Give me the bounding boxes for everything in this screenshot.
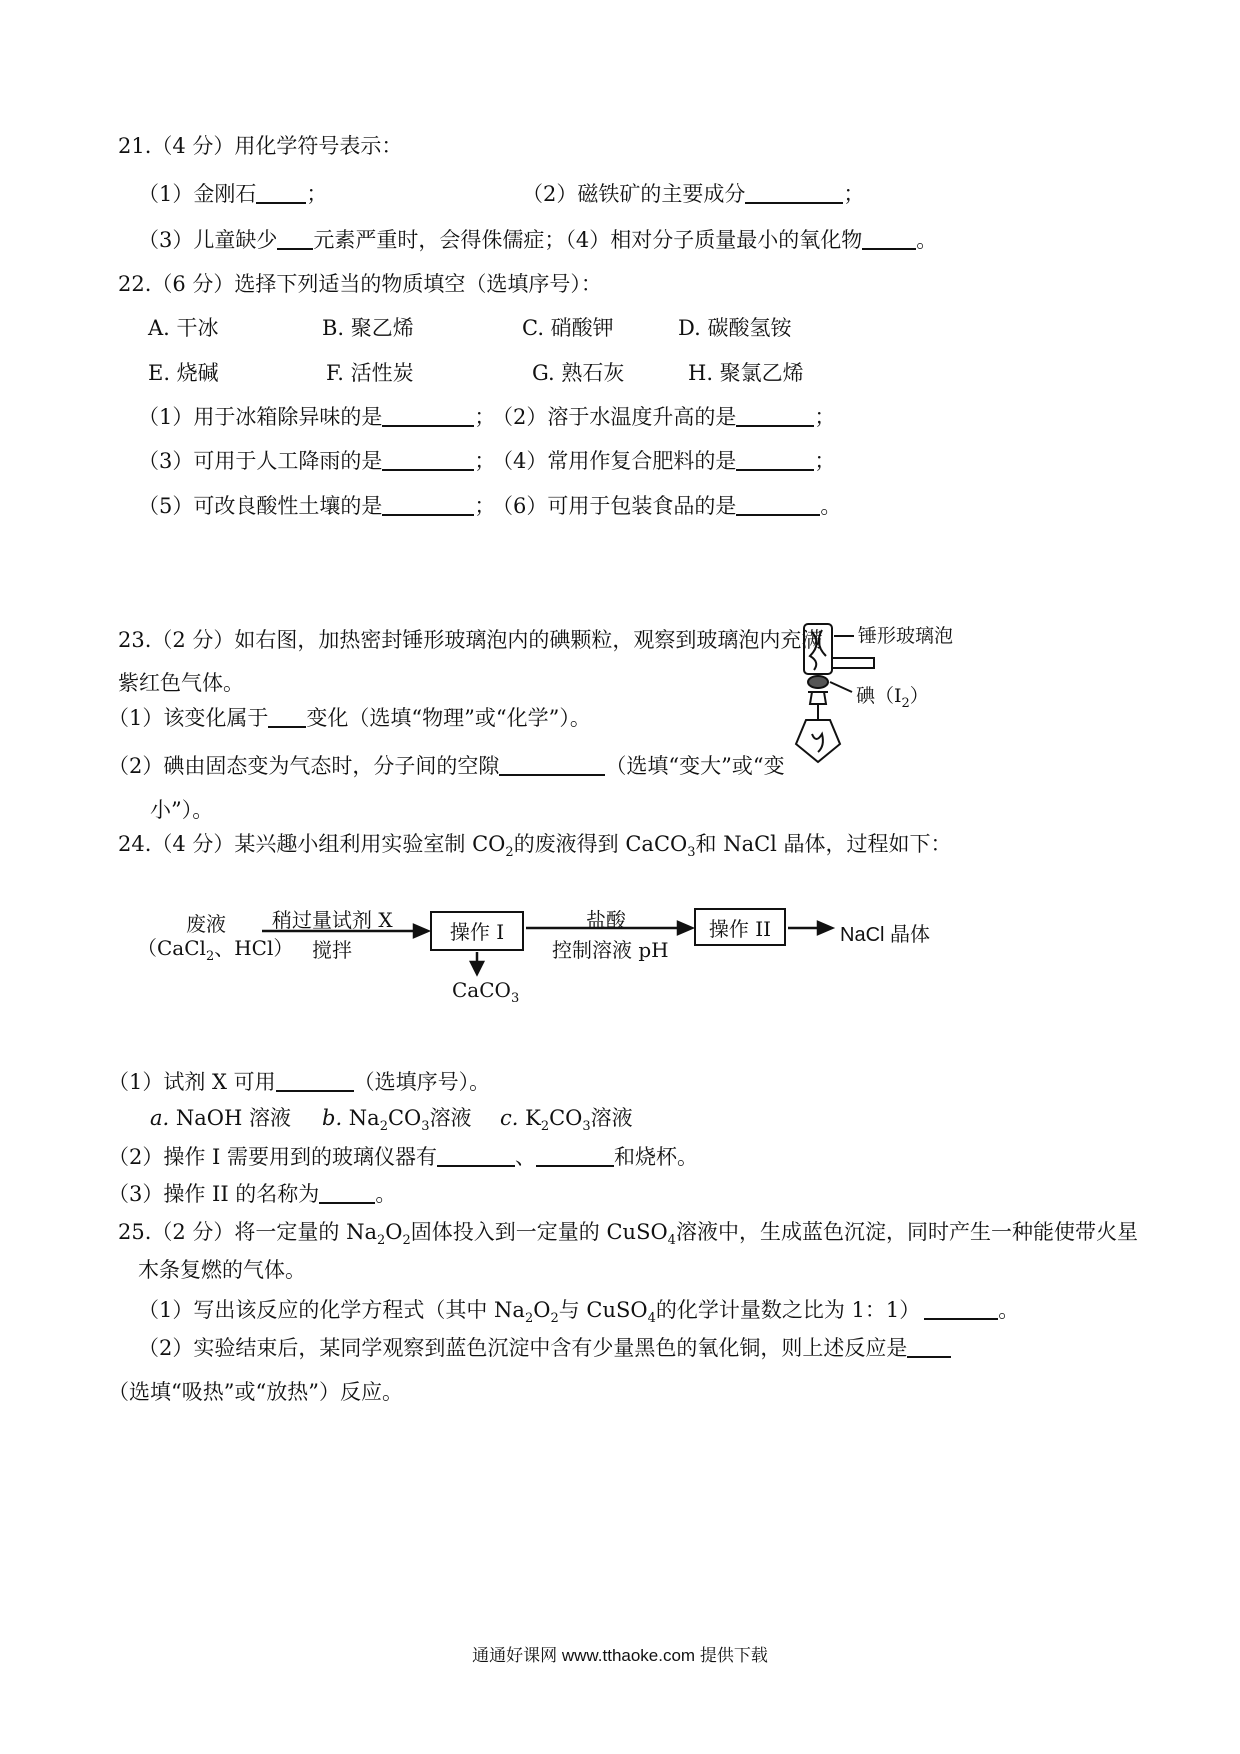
q22-title: 22.（6 分）选择下列适当的物质填空（选填序号）： bbox=[118, 272, 602, 296]
flow-box-operation-1: 操作 I bbox=[430, 911, 524, 951]
q22-item-text: （1）用于冰箱除异味的是 bbox=[138, 405, 383, 429]
arrow-head bbox=[818, 922, 832, 934]
q21-item-1-end: ； bbox=[306, 182, 328, 206]
q22-option: D. 碳酸氢铵 bbox=[678, 316, 792, 340]
q23-item-2b: （选填“变大”或“变 bbox=[605, 754, 785, 778]
q22-end: 。 bbox=[820, 494, 842, 518]
q24-option-c-letter: c. bbox=[500, 1106, 519, 1130]
answer-blank[interactable] bbox=[924, 1298, 998, 1320]
q22-option: C. 硝酸钾 bbox=[522, 316, 614, 340]
q25-title-a: 25.（2 分）将一定量的 Na bbox=[118, 1220, 378, 1244]
q21-item-3b: 元素严重时，会得侏儒症；（4）相对分子质量最小的氧化物 bbox=[313, 228, 863, 252]
q24-item-1 bbox=[108, 1068, 490, 1096]
q22-sep: ； bbox=[474, 494, 496, 518]
arrow-head bbox=[678, 922, 692, 934]
q21-item-3a: （3）儿童缺少 bbox=[138, 228, 278, 252]
flow-precipitate-text: CaCO bbox=[452, 978, 511, 1002]
q24-title-sub2: 3 bbox=[687, 845, 696, 861]
q25-item-2 bbox=[138, 1334, 951, 1362]
q24-title-sub1: 2 bbox=[505, 845, 514, 861]
q21-item-3-end: 。 bbox=[916, 228, 938, 252]
q24-item-2 bbox=[108, 1143, 698, 1171]
q24-title-b: 的废液得到 CaCO bbox=[513, 832, 688, 856]
q24-option-a-letter: a. bbox=[150, 1106, 170, 1130]
q24-option-a bbox=[150, 1104, 291, 1132]
q25-title-sub1: 2 bbox=[377, 1233, 386, 1249]
q24-option-b-sub2: 3 bbox=[421, 1119, 430, 1135]
q22-option: F. 活性炭 bbox=[326, 361, 414, 385]
q22-sep: ； bbox=[474, 405, 496, 429]
q24-item-3 bbox=[108, 1180, 396, 1208]
flow-start-detail-a: （CaCl bbox=[137, 936, 206, 960]
q24-option-c-sub: 2 bbox=[540, 1119, 550, 1135]
q25-item-1 bbox=[138, 1296, 1019, 1333]
q24-option-c bbox=[500, 1104, 633, 1141]
q25-item-1-end: 。 bbox=[998, 1298, 1020, 1322]
answer-blank[interactable] bbox=[276, 1070, 354, 1092]
q22-sep: ； bbox=[474, 449, 496, 473]
q25-item-1b: O bbox=[533, 1298, 551, 1322]
flow-arrow1-top: 稍过量试剂 X bbox=[272, 908, 393, 932]
q25-title-b: O bbox=[385, 1220, 403, 1244]
q25-item-1d: 的化学计量数之比为 1：1） bbox=[655, 1298, 921, 1322]
q24-option-b-a: Na bbox=[342, 1106, 380, 1130]
q22-item-text: （6）可用于包装食品的是 bbox=[492, 494, 737, 518]
q24-option-b bbox=[322, 1104, 472, 1141]
q25-title-cont: 木条复燃的气体。 bbox=[138, 1258, 306, 1282]
q24-option-c-sub2: 3 bbox=[582, 1119, 591, 1135]
figure-label-iodine-end: ） bbox=[909, 685, 929, 707]
q24-option-c-b: CO bbox=[549, 1106, 583, 1130]
answer-blank[interactable] bbox=[319, 1182, 375, 1204]
page-footer: 通通好课网 www.tthaoke.com 提供下载 bbox=[472, 1646, 768, 1665]
q24-title-c: 和 NaCl 晶体，过程如下： bbox=[695, 832, 952, 856]
flow-start-detail-b: 、HCl） bbox=[214, 936, 294, 960]
q22-item-text: （5）可改良酸性土壤的是 bbox=[138, 494, 383, 518]
q22-item-text: （3）可用于人工降雨的是 bbox=[138, 449, 383, 473]
arrow-head bbox=[471, 962, 483, 974]
q25-title-c: 固体投入到一定量的 CuSO bbox=[410, 1220, 668, 1244]
answer-blank[interactable] bbox=[437, 1145, 515, 1167]
q23-item-1b: 变化（选填“物理”或“化学”）。 bbox=[306, 706, 591, 730]
q23-item-1a: （1）该变化属于 bbox=[108, 706, 269, 730]
flow-start-detail-sub: 2 bbox=[205, 949, 215, 964]
q25-item-1-sub2: 2 bbox=[550, 1311, 559, 1327]
figure-label-iodine-text: 碘（I bbox=[856, 685, 902, 707]
q25-title-sub2: 2 bbox=[402, 1233, 411, 1249]
q24-option-b-letter: b. bbox=[322, 1106, 343, 1130]
q24-item-2a: （2）操作 I 需要用到的玻璃仪器有 bbox=[108, 1145, 438, 1169]
q24-item-1b: （选填序号）。 bbox=[353, 1070, 491, 1094]
arrow-head bbox=[414, 925, 428, 937]
flow-start-label: 废液 bbox=[186, 912, 226, 936]
q24-item-2b: 、 bbox=[515, 1145, 537, 1169]
flow-box-operation-2: 操作 II bbox=[694, 908, 786, 946]
q23-title: 23.（2 分）如右图，加热密封锤形玻璃泡内的碘颗粒，观察到玻璃泡内充满 bbox=[118, 628, 823, 652]
figure-label-bulb: 锤形玻璃泡 bbox=[858, 625, 954, 647]
q25-item-1-sub3: 4 bbox=[647, 1311, 656, 1327]
q24-item-3a: （3）操作 II 的名称为 bbox=[108, 1182, 320, 1206]
q21-title: 21.（4 分）用化学符号表示： bbox=[118, 134, 403, 158]
q25-item-1a: （1）写出该反应的化学方程式（其中 Na bbox=[138, 1298, 525, 1322]
q21-item-2-end: ； bbox=[843, 182, 865, 206]
flow-precipitate-sub: 3 bbox=[510, 991, 520, 1006]
flow-arrow2-bottom: 控制溶液 pH bbox=[552, 938, 669, 962]
q22-option: H. 聚氯乙烯 bbox=[688, 361, 804, 385]
q24-option-b-b: CO bbox=[387, 1106, 422, 1130]
flow-arrow1-bottom: 搅拌 bbox=[312, 938, 352, 962]
q25-title-d: 溶液中，生成蓝色沉淀，同时产生一种能使带火星 bbox=[675, 1220, 1138, 1244]
q24-title-a: 24.（4 分）某兴趣小组利用实验室制 CO bbox=[118, 832, 506, 856]
q22-item-text: （4）常用作复合肥料的是 bbox=[492, 449, 737, 473]
q25-title-sub3: 4 bbox=[667, 1233, 676, 1249]
q25-title bbox=[118, 1218, 1138, 1255]
q23-item-2a: （2）碘由固态变为气态时，分子间的空隙 bbox=[108, 754, 500, 778]
q22-sep: ； bbox=[814, 405, 836, 429]
q23-item-2-cont: 小”）。 bbox=[150, 798, 214, 822]
q24-option-a-text: NaOH 溶液 bbox=[169, 1106, 291, 1130]
q24-option-c-c: 溶液 bbox=[590, 1106, 633, 1130]
flow-end-product: NaCl 晶体 bbox=[840, 924, 931, 946]
q22-option: G. 熟石灰 bbox=[532, 361, 625, 385]
q24-option-c-a: K bbox=[518, 1106, 541, 1130]
q24-item-1a: （1）试剂 X 可用 bbox=[108, 1070, 276, 1094]
figure-label-iodine-sub: 2 bbox=[901, 695, 910, 711]
q22-item-text: （2）溶于水温度升高的是 bbox=[492, 405, 737, 429]
q22-option: A. 干冰 bbox=[148, 316, 219, 340]
q25-item-2-cont: （选填“吸热”或“放热”）反应。 bbox=[108, 1380, 403, 1404]
flow-arrow2-top: 盐酸 bbox=[586, 908, 626, 932]
q22-option: B. 聚乙烯 bbox=[322, 316, 414, 340]
q25-item-1-sub1: 2 bbox=[524, 1311, 534, 1327]
q21-item-2-text: （2）磁铁矿的主要成分 bbox=[522, 182, 746, 206]
q25-item-2a: （2）实验结束后，某同学观察到蓝色沉淀中含有少量黑色的氧化铜，则上述反应是 bbox=[138, 1336, 908, 1360]
q21-item-1-text: （1）金刚石 bbox=[138, 182, 257, 206]
q24-option-b-c: 溶液 bbox=[429, 1106, 472, 1130]
q22-sep: ； bbox=[814, 449, 836, 473]
q24-item-3b: 。 bbox=[375, 1182, 397, 1206]
q23-title-cont: 紫红色气体。 bbox=[118, 671, 244, 695]
q22-option: E. 烧碱 bbox=[148, 361, 219, 385]
answer-blank[interactable] bbox=[907, 1336, 951, 1358]
q25-item-1c: 与 CuSO bbox=[558, 1298, 648, 1322]
q24-item-2c: 和烧杯。 bbox=[614, 1145, 699, 1169]
q24-option-b-sub: 2 bbox=[379, 1119, 388, 1135]
answer-blank[interactable] bbox=[536, 1145, 614, 1167]
